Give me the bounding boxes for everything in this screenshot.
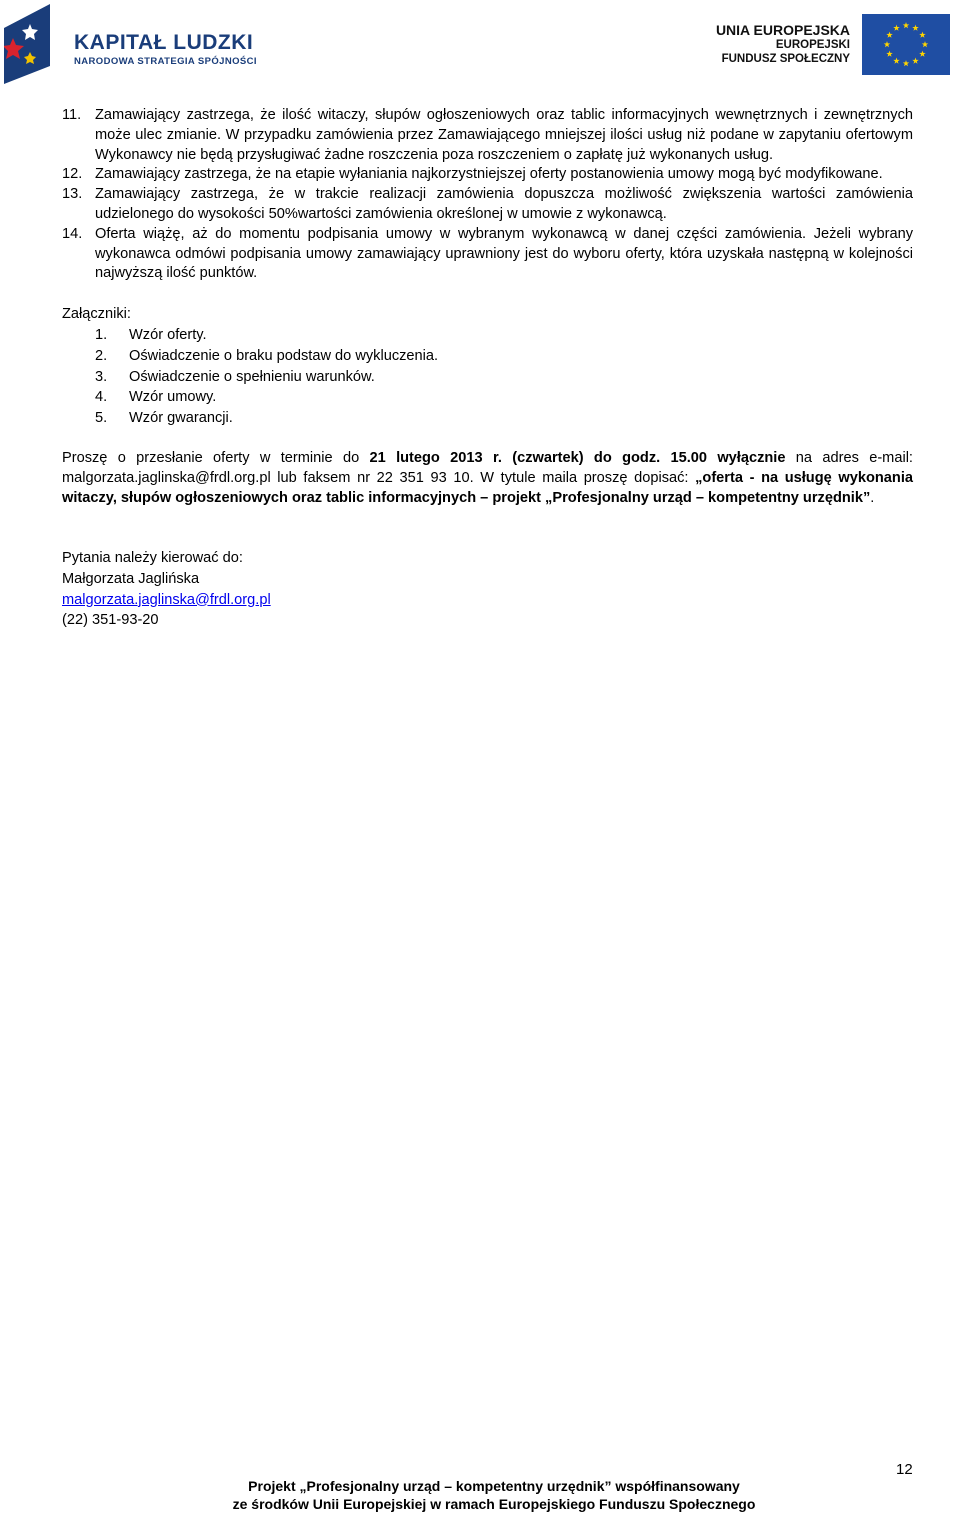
condition-number: 11. (62, 107, 82, 123)
offer-text-2: na adres e-mail: malgorzata.jaglinska@frdl.org.pl lub faksem nr 22 351 93 10. W tytule maila proszę dopisać: (62, 449, 913, 486)
conditions-list (62, 106, 913, 284)
attachment-text: Wzór oferty. (129, 326, 207, 343)
attachment-text: Wzór umowy. (129, 389, 217, 406)
offer-text-1: Proszę o przesłanie oferty w terminie do (62, 449, 370, 466)
attachment-item (95, 367, 913, 388)
condition-item (62, 225, 913, 284)
offer-instructions (62, 448, 913, 508)
condition-item (62, 185, 913, 225)
contact-block (62, 548, 913, 631)
condition-number: 14. (62, 225, 83, 242)
attachments-list (62, 325, 913, 429)
attachment-number: 4. (95, 389, 108, 406)
eu-subtitle-1: EUROPEJSKI (775, 39, 850, 51)
attachment-text: Wzór gwarancji. (129, 410, 233, 427)
attachment-item (95, 408, 913, 429)
page-footer (0, 1477, 960, 1513)
page-header (0, 0, 960, 90)
contact-name: Małgorzata Jaglińska (62, 570, 200, 587)
eu-flag-icon (862, 14, 950, 75)
document-body (62, 106, 913, 631)
kapital-ludzki-subtitle: NARODOWA STRATEGIA SPÓJNOŚCI (74, 56, 257, 67)
eu-title: UNIA EUROPEJSKA (715, 22, 850, 38)
condition-text: Oferta wiążę, aż do momentu podpisania umowy w wybranym wykonawcą w danej części zamówienia. Jeżeli wybrany wykonawca odmówi podpisania umowy zamawiający uprawniony jest do wyboru oferty, która uzyskała następną w kolejności najwyższą ilość punktów. (95, 225, 913, 282)
attachment-item (95, 325, 913, 346)
contact-intro: Pytania należy kierować do: (62, 549, 243, 566)
attachment-item (95, 387, 913, 408)
condition-item (62, 106, 913, 165)
offer-deadline: 21 lutego 2013 r. (czwartek) do godz. 15.00 wyłącznie (369, 449, 786, 466)
offer-email-subject: „oferta - na usługę wykonania witaczy, słupów ogłoszeniowych oraz tablic informacyjnych – projekt „Profesjonalny urząd – kompetentny urzędnik” (62, 469, 913, 506)
footer-line-1: Projekt „Profesjonalny urząd – kompetentny urzędnik” współfinansowany (248, 1478, 740, 1494)
attachment-number: 1. (95, 326, 108, 343)
offer-text-3: . (870, 489, 875, 506)
condition-text: Zamawiający zastrzega, że ilość witaczy, słupów ogłoszeniowych oraz tablic informacyjnych wewnętrznych i zewnętrznych może ulec zmianie. W przypadku zamówienia przez Zamawiającego mniejszej ilości usług niż podane w zapytaniu ofertowym Wykonawcy nie będą przysługiwać żadne roszczenia poza roszczeniem o zapłatę już wykonanych usług. (95, 107, 913, 163)
attachments-title: Załączniki: (62, 306, 131, 323)
attachment-number: 3. (95, 368, 108, 385)
attachment-number: 5. (95, 410, 108, 427)
condition-number: 13. (62, 186, 83, 203)
footer-line-2: ze środków Unii Europejskiej w ramach Europejskiego Funduszu Społecznego (232, 1496, 756, 1512)
kapital-ludzki-emblem-icon (4, 4, 64, 84)
condition-text: Zamawiający zastrzega, że na etapie wyłaniania najkorzystniejszej oferty postanowienia umowy mogą być modyfikowane. (95, 166, 883, 183)
contact-phone: (22) 351-93-20 (62, 612, 159, 629)
attachment-text: Oświadczenie o braku podstaw do wykluczenia. (129, 347, 439, 364)
condition-item (62, 165, 913, 185)
eu-subtitle-2: FUNDUSZ SPOŁECZNY (721, 53, 850, 65)
kapital-ludzki-logo (4, 4, 257, 84)
kapital-ludzki-title: KAPITAŁ LUDZKI (74, 31, 254, 54)
attachment-item (95, 346, 913, 367)
attachment-number: 2. (95, 347, 108, 364)
attachment-text: Oświadczenie o spełnieniu warunków. (129, 368, 375, 385)
condition-text: Zamawiający zastrzega, że w trakcie realizacji zamówienia dopuszcza możliwość zwiększenia wartości zamówienia udzielonego do wysokości 50%wartości zamówienia określonej w umowie z wykonawcą. (95, 186, 913, 222)
eu-logo (715, 14, 954, 76)
contact-email-link[interactable]: malgorzata.jaglinska@frdl.org.pl (62, 591, 271, 608)
condition-number: 12. (62, 166, 83, 183)
page-number: 12 (896, 1461, 913, 1478)
